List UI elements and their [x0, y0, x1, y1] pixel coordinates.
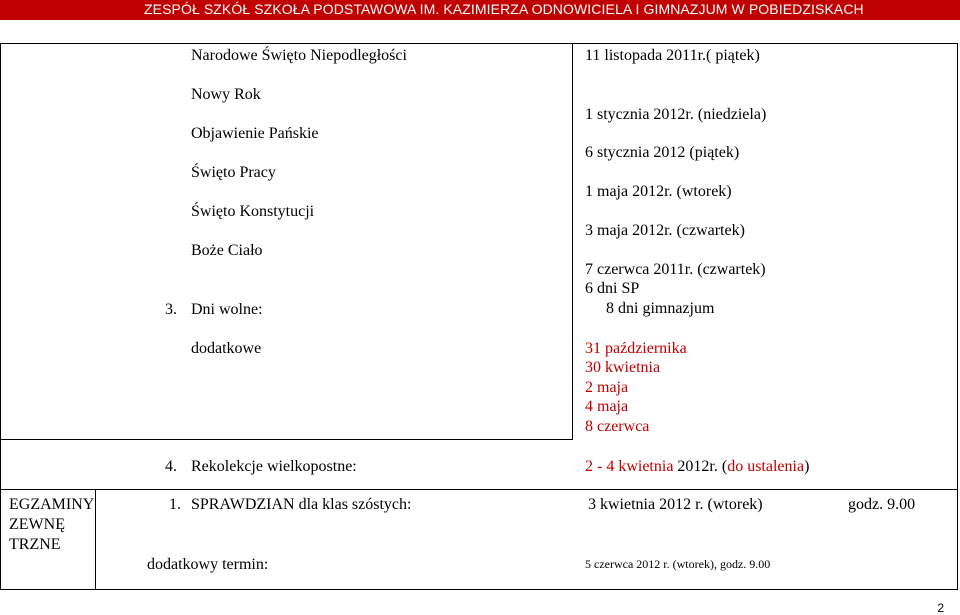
holiday-name: Boże Ciało — [191, 242, 263, 259]
retreat-number: 4. — [165, 458, 177, 475]
extra-day-off: 31 października — [585, 340, 687, 357]
retreat-date-year: 2012r. ( — [673, 458, 728, 475]
days-off-heading: Dni wolne: — [191, 301, 263, 318]
holiday-date: 3 maja 2012r. (czwartek) — [585, 222, 745, 239]
holiday-date: 7 czerwca 2011r. (czwartek) — [585, 261, 766, 278]
holiday-date: 1 maja 2012r. (wtorek) — [585, 183, 732, 200]
row-divider-exams — [0, 489, 958, 490]
column-divider-exams — [95, 489, 96, 590]
exam-extra-date: 5 czerwca 2012 r. (wtorek), godz. 9.00 — [585, 557, 771, 571]
exam-extra-label: dodatkowy termin: — [147, 556, 269, 573]
page-number: 2 — [937, 601, 944, 615]
exam-main-date-value: 3 kwietnia 2012 r. — [588, 496, 704, 513]
extra-day-off: 2 maja — [585, 379, 629, 396]
extra-day-off: 30 kwietnia — [585, 359, 661, 376]
holiday-date: 6 stycznia 2012 (piątek) — [585, 144, 740, 161]
holiday-name: Objawienie Pańskie — [191, 125, 319, 142]
retreat-date — [585, 458, 809, 476]
exam-main-time: godz. 9.00 — [848, 496, 916, 513]
row-divider-holidays — [0, 439, 573, 440]
school-header-banner — [0, 0, 960, 20]
holiday-name: Narodowe Święto Niepodległości — [191, 47, 407, 64]
retreat-date-range: 2 - 4 kwietnia — [585, 458, 674, 475]
table-border-right — [957, 43, 958, 590]
holiday-name: Święto Konstytucji — [191, 203, 315, 220]
holiday-name: Nowy Rok — [191, 86, 261, 103]
exam-number: 1. — [169, 496, 181, 513]
holiday-date: 11 listopada 2011r.( piątek) — [585, 47, 760, 64]
school-name: ZESPÓŁ SZKÓŁ SZKOŁA PODSTAWOWA IM. KAZIMIERZA ODNOWICIELA I GIMNAZJUM W POBIEDZISKACH — [144, 1, 864, 17]
retreat-date-close: ) — [804, 458, 810, 475]
retreat-label: Rekolekcje wielkopostne: — [191, 458, 357, 475]
table-border-left — [0, 43, 1, 590]
exams-section-label: EGZAMINY — [9, 496, 95, 513]
days-off-sublabel: dodatkowe — [191, 340, 262, 357]
table-border-bottom — [0, 589, 958, 590]
retreat-date-note: do ustalenia — [727, 458, 805, 475]
table-border-top — [0, 43, 958, 44]
exam-main-date — [588, 496, 763, 514]
column-divider-left — [572, 43, 573, 440]
extra-day-off: 4 maja — [585, 398, 629, 415]
exams-section-label: TRZNE — [9, 536, 61, 553]
days-off-number: 3. — [165, 301, 177, 318]
exam-main-day: (wtorek) — [703, 496, 763, 513]
holiday-date: 1 stycznia 2012r. (niedziela) — [585, 106, 767, 123]
days-off-gimnazjum: 8 dni gimnazjum — [606, 300, 715, 317]
exams-section-label: ZEWNĘ — [9, 516, 65, 533]
holiday-name: Święto Pracy — [191, 164, 276, 181]
extra-day-off: 8 czerwca — [585, 418, 650, 435]
exam-label: SPRAWDZIAN dla klas szóstych: — [191, 496, 412, 513]
days-off-sp: 6 dni SP — [585, 280, 640, 297]
